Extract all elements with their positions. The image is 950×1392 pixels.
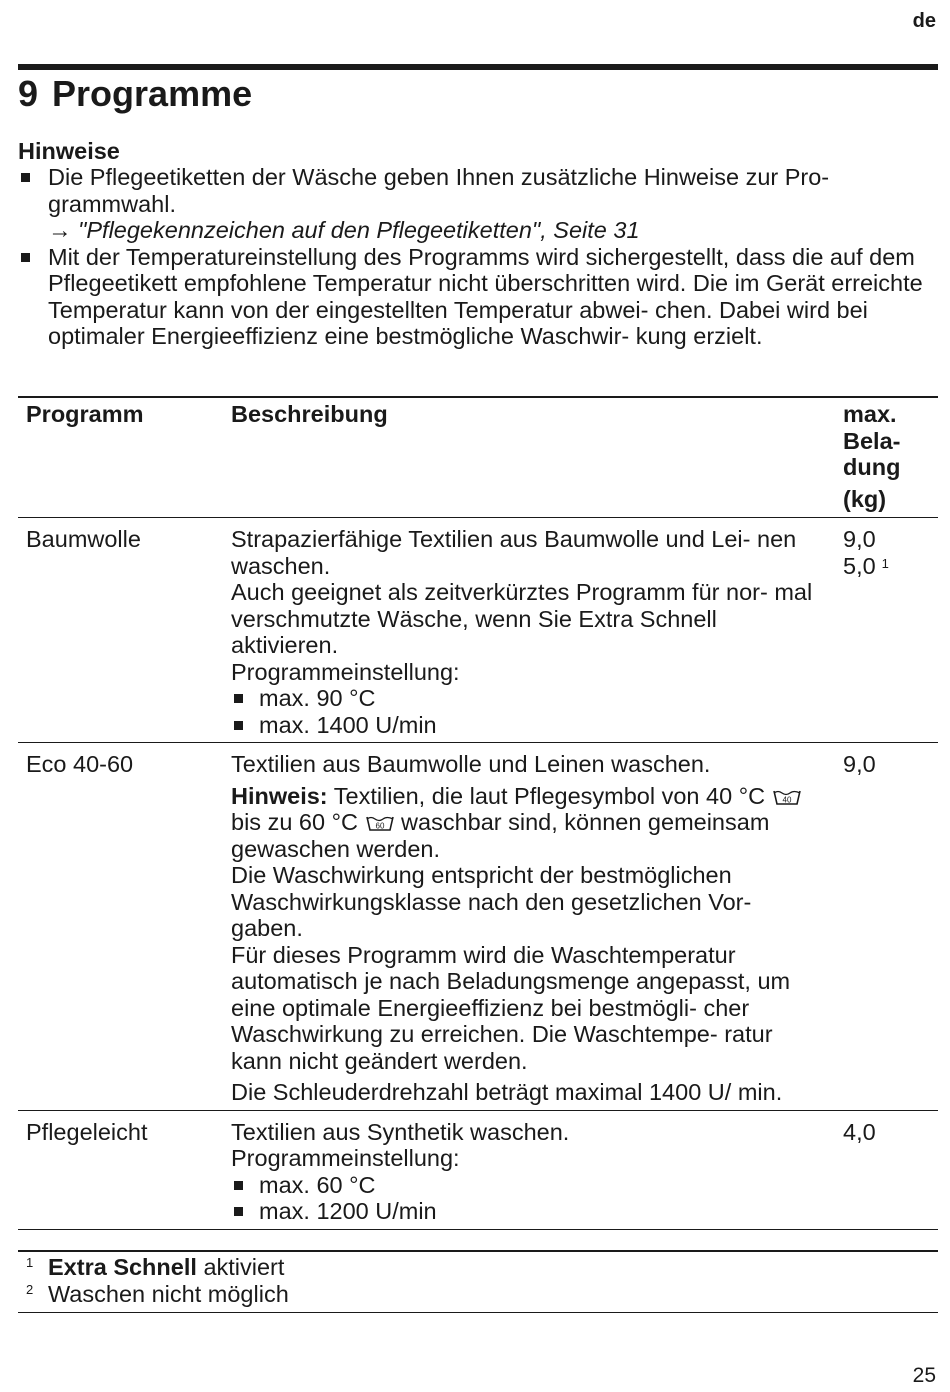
program-name: Eco 40-60 (18, 743, 223, 1111)
table-header-row (18, 397, 938, 518)
load-value-alt (843, 553, 930, 580)
program-description (223, 1110, 835, 1229)
footnote-mark: 1 (26, 1255, 34, 1270)
description-text: Textilien aus Baumwolle und Leinen waschen. (231, 751, 711, 777)
footnote-mark: 2 (26, 1282, 34, 1297)
description-text: Die Schleuderdrehzahl beträgt maximal 1400 U/ min. (231, 1079, 783, 1105)
program-description (223, 743, 835, 1111)
tub-temperature-60: 60 (375, 821, 384, 831)
chapter-heading (18, 72, 252, 116)
program-load: 4,0 (835, 1110, 938, 1229)
hint-paragraph (231, 783, 827, 863)
footnote-2 (18, 1281, 938, 1308)
chapter-number: 9 (18, 73, 39, 114)
note-text-1: Die Pflegeetiketten der Wäsche geben Ihnen zusätzliche Hinweise zur Pro- grammwahl. (48, 164, 830, 217)
header-load-label: max. Bela- dung (843, 401, 901, 480)
setting-item: max. 60 °C (231, 1172, 827, 1199)
program-load (835, 518, 938, 743)
load-value-alt-number: 5,0 (843, 552, 876, 579)
program-name: Pflegeleicht (18, 1110, 223, 1229)
cross-reference-link[interactable]: → "Pflegekennzeichen auf den Pflegeetiketten", Seite 31 (48, 217, 640, 243)
header-program: Programm (18, 397, 223, 518)
notes-heading: Hinweise (18, 138, 120, 164)
table-footnotes (18, 1250, 938, 1313)
description-text: Die Waschwirkung entspricht der bestmöglichen Waschwirkungsklasse nach den gesetzlichen Vor- gaben. (231, 862, 752, 941)
wash-tub-60-icon (365, 814, 395, 832)
table-row (18, 1110, 938, 1229)
language-tag: de (912, 10, 936, 32)
hint-label: Hinweis: (231, 782, 328, 809)
description-text: Strapazierfähige Textilien aus Baumwolle und Lei- nen waschen. (231, 526, 797, 579)
programs-table (18, 396, 938, 1230)
note-bullet-1 (18, 164, 933, 244)
table-row (18, 518, 938, 743)
tub-temperature-40: 40 (782, 795, 792, 804)
table-row (18, 743, 938, 1111)
header-load-unit: (kg) (843, 485, 887, 512)
footnote-bold: Extra Schnell (48, 1254, 197, 1280)
load-value: 9,0 (843, 526, 876, 552)
hint-text: Textilien, die laut Pflegesymbol von 40 °C (333, 782, 766, 809)
notes-section (18, 138, 933, 350)
chapter-title: Programme (52, 73, 253, 114)
description-text: Textilien aus Synthetik waschen. (231, 1118, 570, 1145)
setting-label: Programmeinstellung: (231, 658, 460, 685)
footnote-1 (18, 1254, 938, 1281)
footnote-marker: 1 (881, 555, 889, 571)
setting-item: max. 1400 U/min (231, 712, 827, 739)
program-description (223, 518, 835, 743)
header-description: Beschreibung (223, 397, 835, 518)
hint-text: bis zu 60 °C (231, 809, 358, 835)
footnote-text: aktiviert (203, 1254, 285, 1280)
top-rule (18, 64, 938, 70)
page-number: 25 (912, 1364, 936, 1387)
hint-text: waschbar sind, können gemeinsam gewaschen werden. (231, 809, 770, 862)
program-name: Baumwolle (18, 518, 223, 743)
footnote-text: Waschen nicht möglich (48, 1281, 289, 1307)
header-load (835, 397, 938, 518)
setting-item: max. 1200 U/min (231, 1198, 827, 1225)
wash-tub-40-icon (772, 788, 802, 806)
description-text: Für dieses Programm wird die Waschtemperatur automatisch je nach Beladungsmenge angepasst, um eine optimale Energieeffizienz bei bestmögli- cher Waschwirkung zu erreichen. Die Waschtempe- ratur kann nicht geändert werden. (231, 941, 791, 1074)
note-bullet-2 (18, 244, 933, 350)
setting-label: Programmeinstellung: (231, 1145, 460, 1171)
program-load: 9,0 (835, 743, 938, 1111)
note-text-2: Mit der Temperatureinstellung des Programms wird sichergestellt, dass die auf dem Pflegeetikett empfohlene Temperatur nicht überschritten wird. Die im Gerät erreichte Temperatur kann von der eingestellten Temperatur abwei- chen. Dabei wird bei optimaler Energieeffizienz eine bestmögliche Waschwir- kung erzielt. (48, 243, 923, 349)
description-text: Auch geeignet als zeitverkürztes Programm für nor- mal verschmutzte Wäsche, wenn Sie Extra Schnell aktivieren. (231, 579, 813, 658)
setting-item: max. 90 °C (231, 685, 827, 712)
